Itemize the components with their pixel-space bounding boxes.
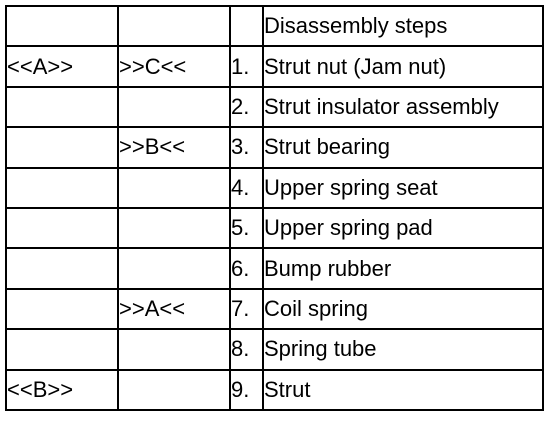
table-row (6, 289, 543, 329)
step-number-cell: 1. (230, 46, 263, 86)
step-description-cell: Strut (263, 370, 543, 410)
removal-ref-cell: >>B<< (118, 127, 230, 167)
installation-ref-cell (6, 248, 118, 288)
step-number-cell: 8. (230, 329, 263, 369)
table-row (6, 46, 543, 86)
removal-ref-cell: >>C<< (118, 46, 230, 86)
step-description-cell: Coil spring (263, 289, 543, 329)
table-header-row (6, 6, 543, 46)
removal-ref-cell (118, 87, 230, 127)
installation-ref-cell (6, 329, 118, 369)
installation-ref-cell: <<A>> (6, 46, 118, 86)
step-description-cell: Upper spring pad (263, 208, 543, 248)
step-number-cell: 9. (230, 370, 263, 410)
installation-ref-cell (6, 168, 118, 208)
removal-ref-cell (118, 329, 230, 369)
header-cell-removal-ref (118, 6, 230, 46)
header-cell-disassembly-steps: Disassembly steps (263, 6, 543, 46)
step-number-cell: 4. (230, 168, 263, 208)
removal-ref-cell (118, 370, 230, 410)
table-row (6, 370, 543, 410)
step-number-cell: 3. (230, 127, 263, 167)
header-cell-installation-ref (6, 6, 118, 46)
step-description-cell: Strut insulator assembly (263, 87, 543, 127)
installation-ref-cell: <<B>> (6, 370, 118, 410)
table-row (6, 87, 543, 127)
removal-ref-cell: >>A<< (118, 289, 230, 329)
disassembly-steps-table (5, 5, 544, 411)
table-row (6, 248, 543, 288)
installation-ref-cell (6, 289, 118, 329)
step-description-cell: Strut bearing (263, 127, 543, 167)
installation-ref-cell (6, 87, 118, 127)
step-description-cell: Bump rubber (263, 248, 543, 288)
step-number-cell: 2. (230, 87, 263, 127)
table-row (6, 208, 543, 248)
step-number-cell: 5. (230, 208, 263, 248)
table-row (6, 127, 543, 167)
header-cell-step-number (230, 6, 263, 46)
step-number-cell: 7. (230, 289, 263, 329)
installation-ref-cell (6, 208, 118, 248)
removal-ref-cell (118, 248, 230, 288)
removal-ref-cell (118, 168, 230, 208)
step-description-cell: Strut nut (Jam nut) (263, 46, 543, 86)
step-description-cell: Spring tube (263, 329, 543, 369)
removal-ref-cell (118, 208, 230, 248)
table-row (6, 168, 543, 208)
step-number-cell: 6. (230, 248, 263, 288)
table-row (6, 329, 543, 369)
installation-ref-cell (6, 127, 118, 167)
step-description-cell: Upper spring seat (263, 168, 543, 208)
